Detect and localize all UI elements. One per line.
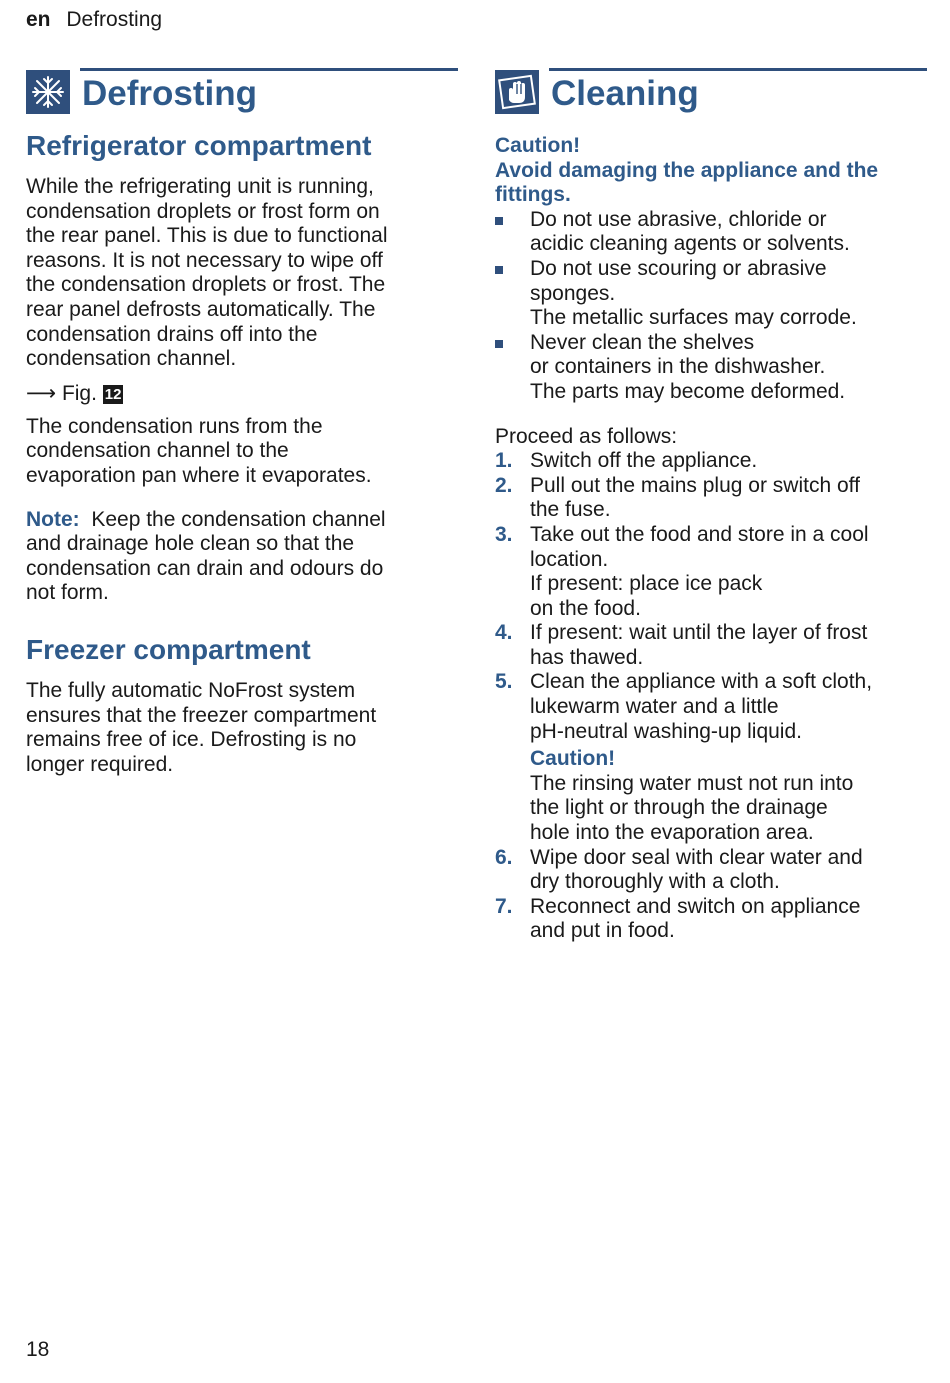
list-item: 3. Take out the food and store in a cool location. If present: place ice pack on the food. [495, 522, 869, 620]
steps-list [495, 449, 925, 944]
page-number: 18 [26, 1338, 50, 1361]
note-paragraph: Note: Keep the condensation channel and drainage hole clean so that the condensation can drain and odours do not form. [26, 507, 386, 605]
list-item: 1. Switch off the appliance. [495, 449, 758, 473]
heading-rule [80, 68, 458, 71]
figure-reference: ⟶ Fig. 12 [26, 381, 122, 405]
section-title-defrosting: Defrosting [82, 74, 257, 113]
proceed-label: Proceed as follows: [495, 424, 678, 448]
cleaning-column [495, 68, 925, 944]
condensation-paragraph: The condensation runs from the condensation channel to the evaporation pan where it evaporates. [26, 414, 372, 487]
caution-subtitle: Avoid damaging the appliance and the fittings. [495, 158, 879, 207]
list-item: Do not use abrasive, chloride or acidic cleaning agents or solvents. [495, 208, 925, 257]
page-header [26, 8, 162, 32]
freezer-paragraph: The fully automatic NoFrost system ensures that the freezer compartment remains free of ice. Defrosting is no longer required. [26, 678, 377, 776]
list-item: 4. If present: wait until the layer of frost has thawed. [495, 621, 868, 669]
bullet-square-icon [495, 340, 503, 348]
step-number: 5. [495, 670, 513, 694]
step-number: 4. [495, 621, 513, 645]
cleaning-hand-icon [495, 70, 539, 114]
list-item: Never clean the shelves or containers in the dishwasher. The parts may become deformed. [495, 331, 925, 405]
step-caution-label: Caution! [530, 747, 616, 771]
list-item: 2. Pull out the mains plug or switch off the fuse. [495, 473, 860, 522]
note-label: Note: [26, 507, 80, 531]
defrosting-column [26, 68, 456, 777]
heading-rule [549, 68, 927, 71]
section-title-cleaning: Cleaning [551, 74, 699, 113]
list-item: 5. Clean the appliance with a soft cloth, lukewarm water and a little pH-neutral washing-up liquid. Caution! The rinsing water must not run into the light or through the drainage hole into the evaporation area. [495, 670, 925, 845]
caution-title: Caution! [495, 134, 581, 157]
refrigerator-paragraph: While the refrigerating unit is running, condensation droplets or frost form on the rear panel. This is due to functional reasons. It is not necessary to wipe off the condensation droplets or frost. The rear panel defrosts automatically. The condensation drains off into the condensation channel. [26, 175, 388, 371]
step-number: 3. [495, 522, 513, 546]
step-number: 6. [495, 845, 513, 869]
defrosting-heading-bar [26, 68, 456, 124]
step-number: 1. [495, 449, 513, 473]
header-section: Defrosting [66, 8, 163, 31]
figure-number-badge: 12 [104, 385, 122, 403]
list-item: 7. Reconnect and switch on appliance and put in food. [495, 894, 861, 943]
list-item: Do not use scouring or abrasive sponges. The metallic surfaces may corrode. [495, 257, 925, 331]
heading-freezer: Freezer compartment [26, 633, 311, 665]
snowflake-icon [26, 70, 70, 114]
cleaning-heading-bar [495, 68, 925, 124]
bullet-square-icon [495, 217, 503, 225]
caution-list [495, 208, 925, 405]
heading-refrigerator: Refrigerator compartment [26, 130, 372, 161]
step-number: 2. [495, 473, 513, 497]
language-code: en [26, 8, 51, 31]
list-item: 6. Wipe door seal with clear water and dry thoroughly with a cloth. [495, 845, 863, 894]
bullet-square-icon [495, 266, 503, 274]
step-number: 7. [495, 894, 513, 918]
